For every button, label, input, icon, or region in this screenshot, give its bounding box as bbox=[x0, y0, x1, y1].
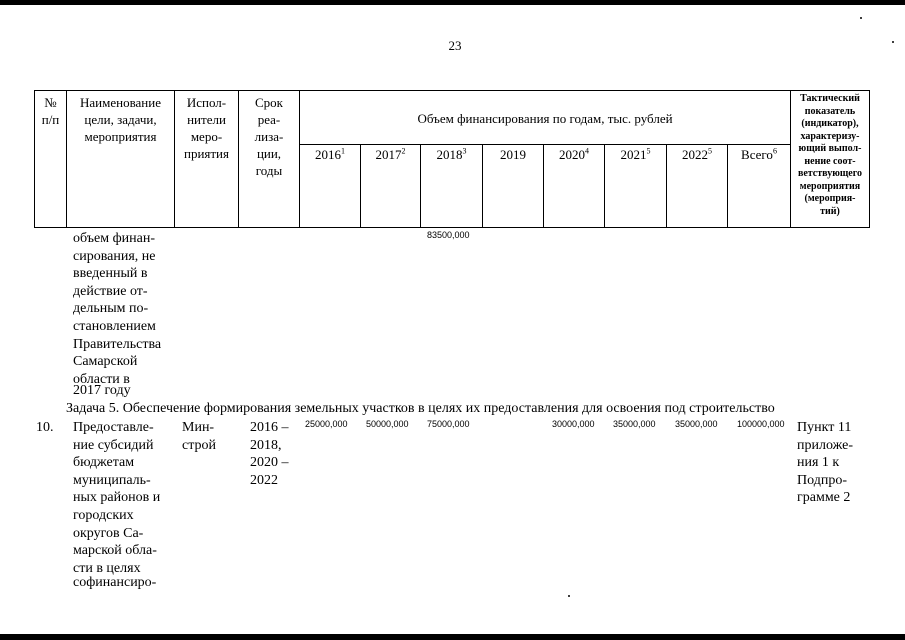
task-heading: Задача 5. Обеспечение формирования земельных участков в целях их предоставления для освоения под строительство bbox=[66, 401, 775, 416]
header-executors bbox=[175, 94, 238, 162]
header-exec-line: Испол- bbox=[186, 95, 227, 110]
row10-amount-2021: 35000,000 bbox=[613, 419, 656, 429]
row10-name-line: марской обла- bbox=[73, 543, 157, 559]
year-2022: 2022$^5$ bbox=[682, 146, 712, 162]
year-2018: 2018$^3$ bbox=[436, 146, 467, 162]
row-prev-line: области в bbox=[73, 371, 130, 387]
row10-name-line: софинансиро- bbox=[73, 575, 157, 590]
header-name-line: мероприятия bbox=[84, 129, 157, 144]
header-indicator-line: (индикатор), bbox=[801, 118, 859, 129]
row10-name-line: округов Са- bbox=[73, 525, 144, 541]
row-prev-line: дельным по- bbox=[73, 301, 149, 317]
row10-number: 10. bbox=[36, 420, 54, 435]
header-line-bottom bbox=[34, 227, 870, 228]
row10-amount-2018: 75000,000 bbox=[427, 419, 470, 429]
header-name bbox=[67, 94, 174, 145]
row-prev-line: объем финан- bbox=[73, 231, 156, 246]
bottom-border-rule bbox=[0, 634, 905, 640]
year-2020: 2020$^4$ bbox=[559, 146, 589, 162]
header-num bbox=[35, 94, 66, 128]
row10-executor: строй bbox=[182, 437, 216, 453]
header-name-line: Наименование bbox=[80, 95, 161, 110]
row10-indicator: Пункт 11 bbox=[797, 420, 852, 435]
row10-term: 2020 – bbox=[250, 455, 289, 471]
header-indicator-line: мероприятия bbox=[799, 180, 861, 192]
row-prev-line: сирования, не bbox=[73, 248, 156, 264]
header-term-line: годы bbox=[255, 163, 283, 178]
header-term-line: Срок bbox=[255, 95, 283, 110]
header-line-years bbox=[299, 144, 790, 145]
scan-speck bbox=[892, 41, 894, 43]
table-header bbox=[34, 90, 870, 228]
row10-term: 2018, bbox=[250, 437, 282, 453]
top-border-rule bbox=[0, 0, 905, 5]
row10-term: 2022 bbox=[250, 472, 278, 488]
header-indicator bbox=[791, 93, 869, 218]
row10-indicator: ния 1 к bbox=[797, 455, 840, 471]
header-indicator-line: (мероприя- bbox=[804, 193, 856, 204]
header-exec-line: нители bbox=[187, 112, 226, 127]
header-num-line: п/п bbox=[41, 112, 60, 127]
row-prev-line: 2017 году bbox=[73, 383, 131, 398]
row-prev-amount-2018: 83500,000 bbox=[427, 230, 470, 240]
row10-amount-2022: 35000,000 bbox=[675, 419, 718, 429]
header-exec-line: приятия bbox=[183, 146, 229, 161]
header-indicator-line: ющий выпол- bbox=[798, 143, 862, 154]
page-number: 23 bbox=[448, 38, 462, 53]
row10-indicator: Подпро- bbox=[797, 472, 847, 488]
year-2021: 2021$^5$ bbox=[620, 146, 651, 162]
header-line-top bbox=[34, 90, 870, 91]
row-prev-line: становлением bbox=[73, 319, 156, 334]
header-name-line: цели, задачи, bbox=[84, 112, 157, 127]
row-prev-line: введенный в bbox=[73, 266, 148, 282]
year-2016: 2016$^1$ bbox=[315, 146, 345, 162]
row10-name-line: ных районов и bbox=[73, 490, 161, 506]
header-indicator-line: ветствующего bbox=[797, 168, 863, 179]
header-term-line: реа- bbox=[257, 112, 281, 127]
header-indicator-line: показатель bbox=[804, 105, 856, 117]
row10-executor: Мин- bbox=[182, 420, 215, 435]
row10-name-line: Предоставле- bbox=[73, 420, 154, 435]
row10-amount-total: 100000,000 bbox=[737, 419, 785, 429]
col-line bbox=[869, 90, 870, 228]
row10-name-line: бюджетам bbox=[73, 455, 135, 471]
row10-name-line: сти в целях bbox=[73, 560, 141, 576]
row-prev-line: действие от- bbox=[73, 283, 148, 299]
header-indicator-line: тий) bbox=[820, 205, 840, 217]
row10-name-line: городских bbox=[73, 508, 134, 523]
year-total: Всего$^6$ bbox=[741, 146, 777, 162]
row10-indicator: грамме 2 bbox=[797, 490, 851, 506]
header-indicator-line: Тактический bbox=[800, 93, 860, 104]
header-num-line: № bbox=[44, 95, 57, 110]
row10-name-line: ние субсидий bbox=[73, 437, 154, 453]
row10-indicator: приложе- bbox=[797, 437, 853, 453]
scan-speck bbox=[568, 595, 570, 597]
row10-amount-2016: 25000,000 bbox=[305, 419, 348, 429]
row10-name-line: муниципаль- bbox=[73, 472, 151, 488]
header-term-line: лиза- bbox=[254, 129, 284, 144]
header-term-line: ции, bbox=[256, 146, 282, 161]
header-term bbox=[239, 94, 299, 179]
row10-term: 2016 – bbox=[250, 420, 289, 435]
year-2019: 2019 bbox=[500, 147, 526, 162]
row-prev-line: Самарской bbox=[73, 354, 138, 370]
header-funding-title: Объем финансирования по годам, тыс. рублей bbox=[417, 111, 673, 126]
year-2017: 2017$^2$ bbox=[375, 146, 406, 162]
row10-amount-2020: 30000,000 bbox=[552, 419, 595, 429]
row-prev-line: Правительства bbox=[73, 336, 162, 352]
header-indicator-line: характеризу- bbox=[800, 130, 860, 142]
scan-speck bbox=[860, 17, 862, 19]
header-exec-line: меро- bbox=[190, 129, 223, 144]
header-indicator-line: нение соот- bbox=[804, 155, 856, 167]
row10-amount-2017: 50000,000 bbox=[366, 419, 409, 429]
